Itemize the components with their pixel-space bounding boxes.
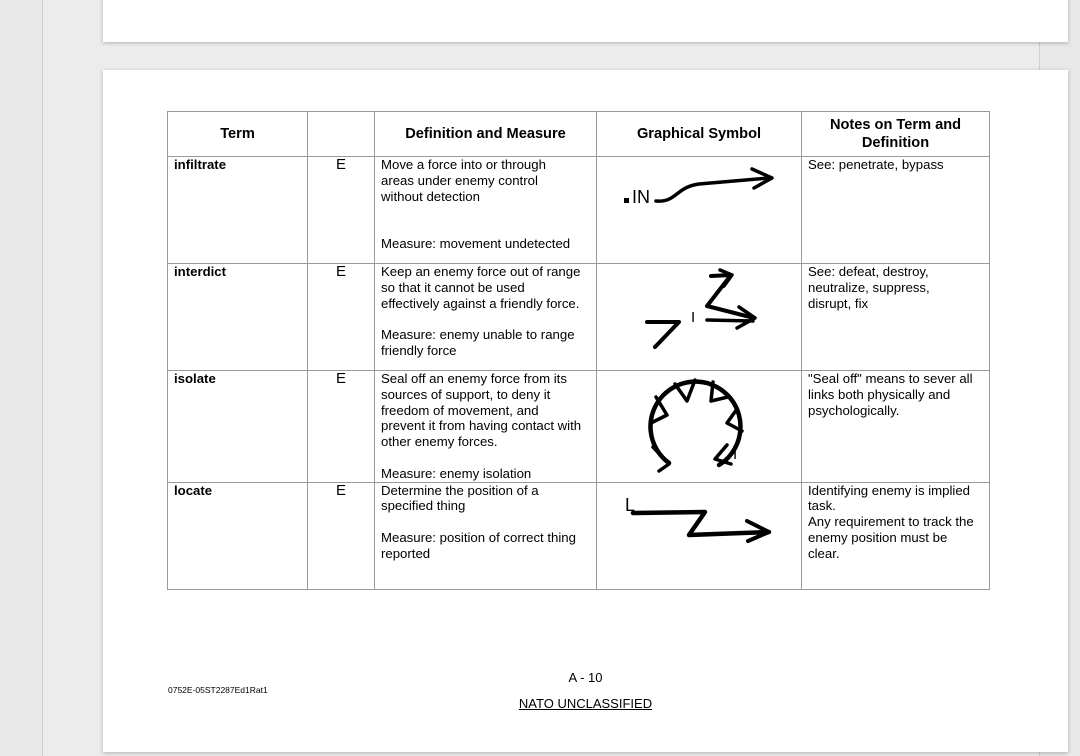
notes-line: See: defeat, destroy, <box>808 264 929 279</box>
header-category <box>308 112 375 157</box>
definition-line: Seal off an enemy force from its <box>381 371 567 386</box>
header-notes <box>802 112 990 157</box>
symbol-cell <box>597 482 802 589</box>
definition-line: sources of support, to deny it <box>381 386 551 402</box>
definition-line: specified thing <box>381 498 466 514</box>
notes-line: neutralize, suppress, <box>808 279 930 295</box>
category-cell: E <box>308 371 375 483</box>
definition-cell <box>375 264 597 371</box>
notes-cell <box>802 157 990 264</box>
measure-line: friendly force <box>381 342 457 358</box>
term-cell: infiltrate <box>168 157 308 264</box>
measure-line: Measure: enemy isolation <box>381 465 532 481</box>
infiltrate-symbol-label: IN <box>632 187 650 207</box>
locate-symbol <box>619 483 779 553</box>
notes-line: Identifying enemy is implied <box>808 482 970 498</box>
measure-line: reported <box>381 545 431 561</box>
header-symbol: Graphical Symbol <box>597 112 802 157</box>
notes-line: See: penetrate, bypass <box>808 157 944 172</box>
isolate-symbol-label: I <box>733 446 738 463</box>
definition-line: Determine the position of a <box>381 482 539 498</box>
definition-line: areas under enemy control <box>381 172 538 188</box>
symbol-cell <box>597 157 802 264</box>
notes-line: disrupt, fix <box>808 295 869 311</box>
measure-line: Measure: movement undetected <box>381 235 571 251</box>
header-term: Term <box>168 112 308 157</box>
definition-line: other enemy forces. <box>381 434 498 450</box>
header-notes-line: Definition <box>861 135 930 151</box>
definition-line: Keep an enemy force out of range <box>381 264 581 279</box>
notes-line: task. <box>808 498 836 514</box>
header-notes-line: Notes on Term and <box>829 117 962 133</box>
notes-line: "Seal off" means to sever all <box>808 371 973 386</box>
notes-line: psychologically. <box>808 402 900 418</box>
isolate-symbol <box>639 371 759 476</box>
notes-cell <box>802 371 990 483</box>
notes-line: links both physically and <box>808 386 951 402</box>
definition-cell <box>375 371 597 483</box>
previous-page <box>103 0 1068 42</box>
interdict-symbol <box>629 264 769 354</box>
document-viewer[interactable] <box>42 0 1040 756</box>
term-cell: locate <box>168 482 308 589</box>
current-page <box>103 70 1068 752</box>
definition-cell <box>375 157 597 264</box>
interdict-symbol-label: I <box>691 309 696 326</box>
term-cell: isolate <box>168 371 308 483</box>
symbol-cell <box>597 371 802 483</box>
table-row <box>168 264 990 371</box>
table-row <box>168 482 990 589</box>
category-cell: E <box>308 157 375 264</box>
definition-line: so that it cannot be used <box>381 279 525 295</box>
notes-line: Any requirement to track the <box>808 514 974 530</box>
measure-line: Measure: position of correct thing <box>381 529 576 545</box>
category-cell: E <box>308 482 375 589</box>
locate-symbol-label: L <box>625 494 636 515</box>
table-row <box>168 371 990 483</box>
classification-marking: NATO UNCLASSIFIED <box>518 696 653 711</box>
symbol-cell <box>597 264 802 371</box>
definition-cell <box>375 482 597 589</box>
notes-cell <box>802 264 990 371</box>
definition-line: without detection <box>381 188 480 204</box>
table-header-row <box>168 112 990 157</box>
infiltrate-symbol <box>614 157 784 217</box>
definition-line: freedom of movement, and <box>381 402 539 418</box>
table-row <box>168 157 990 264</box>
term-cell: interdict <box>168 264 308 371</box>
terms-table <box>167 111 990 590</box>
measure-line: Measure: enemy unable to range <box>381 327 575 343</box>
header-definition: Definition and Measure <box>375 112 597 157</box>
notes-line: enemy position must be <box>808 529 948 545</box>
notes-cell <box>802 482 990 589</box>
definition-line: effectively against a friendly force. <box>381 295 580 311</box>
category-cell: E <box>308 264 375 371</box>
page-number: A - 10 <box>568 670 603 685</box>
document-code: 0752E-05ST2287Ed1Rat1 <box>168 685 268 695</box>
definition-line: prevent it from having contact with <box>381 418 582 434</box>
definition-line: Move a force into or through <box>381 157 546 172</box>
notes-line: clear. <box>808 545 840 561</box>
